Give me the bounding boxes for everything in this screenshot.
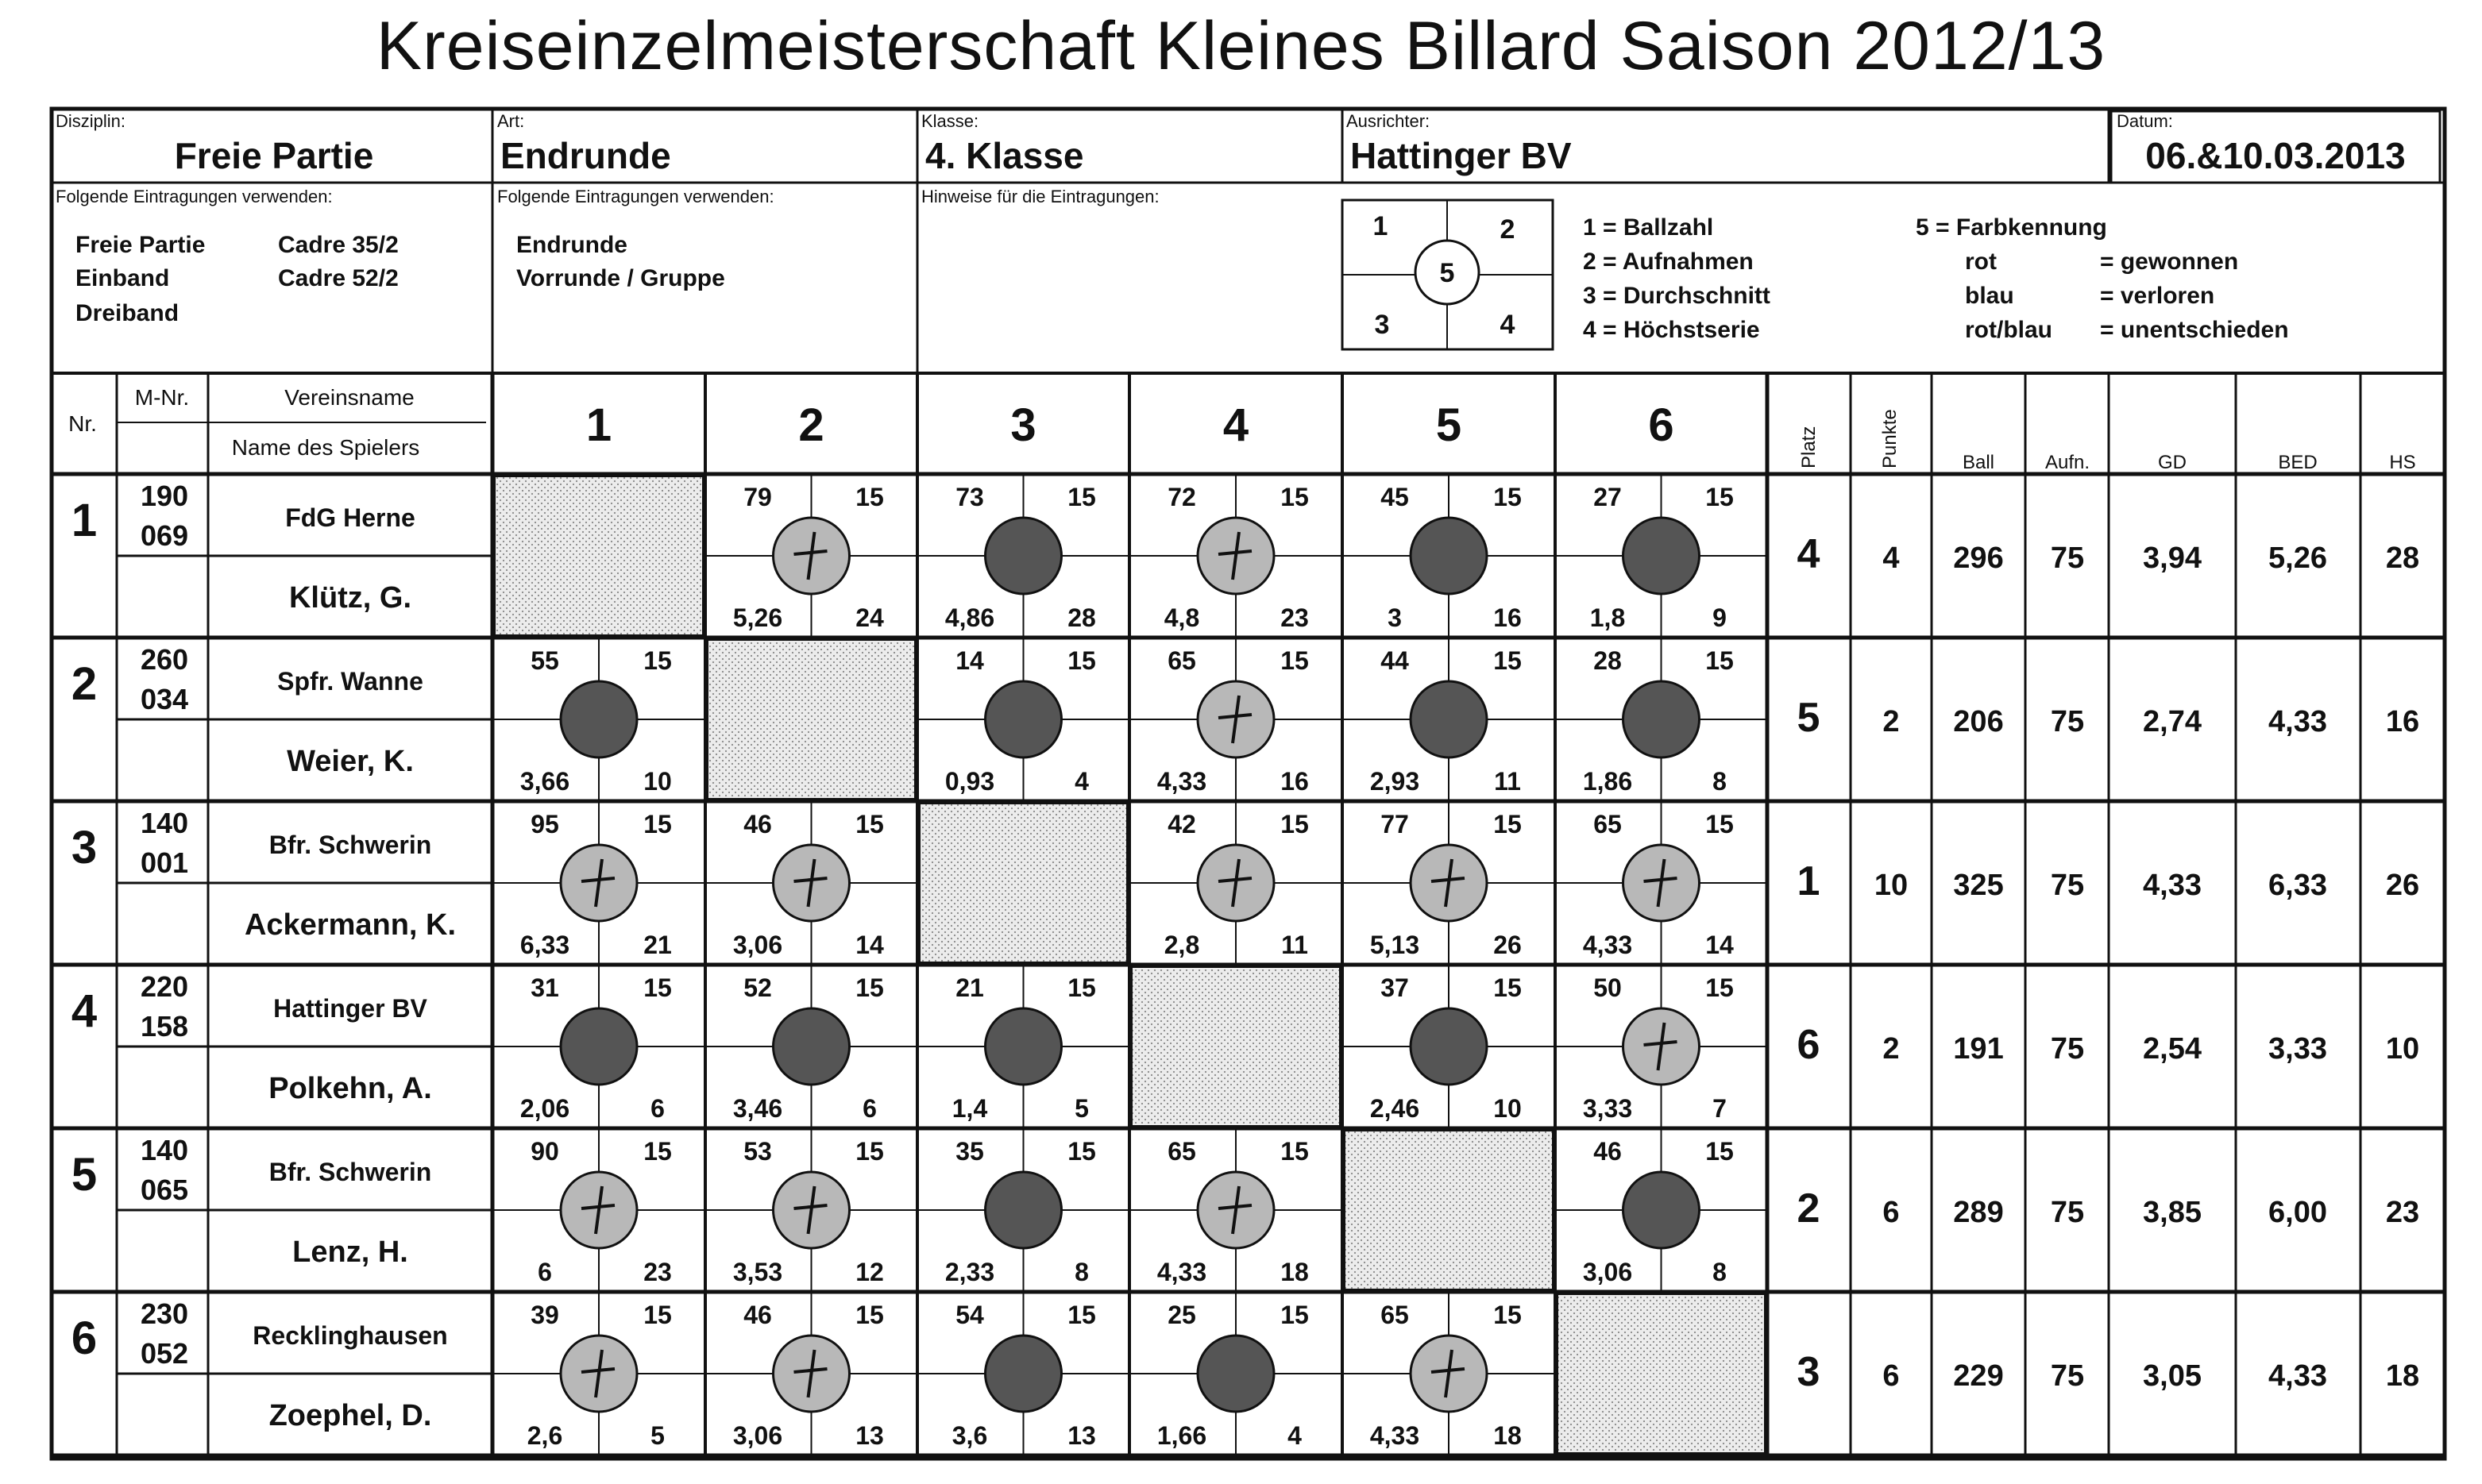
result-ball: 35 — [955, 1137, 984, 1166]
result-ball: 21 — [955, 973, 984, 1002]
result-ball: 31 — [531, 973, 559, 1002]
summary-platz: 4 — [1797, 531, 1820, 577]
legend-cell-2: 2 — [1500, 214, 1515, 245]
result-gd: 6 — [538, 1258, 552, 1286]
result-aufn: 15 — [643, 1301, 672, 1329]
result-ball: 52 — [743, 973, 772, 1002]
result-hs: 5 — [1075, 1094, 1089, 1123]
header-opponent-5: 5 — [1435, 399, 1462, 451]
player-nr: 1 — [71, 495, 98, 546]
result-gd: 1,8 — [1589, 603, 1626, 632]
blocked-cell — [1345, 1131, 1553, 1289]
color-name: rot — [1965, 249, 1997, 275]
sheet-frame — [52, 109, 2445, 1459]
summary-gd: 3,94 — [2143, 542, 2202, 575]
header-opponent-2: 2 — [798, 399, 824, 451]
summary-punkte: 4 — [1882, 542, 1900, 575]
summary-hs: 18 — [2385, 1359, 2420, 1393]
player-mnr-2: 001 — [140, 846, 189, 879]
result-gd: 2,93 — [1369, 767, 1420, 796]
result-ball: 65 — [1168, 646, 1196, 675]
result-ball: 46 — [743, 1301, 772, 1329]
result-gd: 1,86 — [1582, 767, 1633, 796]
summary-aufn: 75 — [2050, 1359, 2085, 1393]
player-mnr-1: 140 — [140, 807, 189, 839]
summary-gd: 2,54 — [2143, 1032, 2202, 1066]
color-legend-title: 5 = Farbkennung — [1916, 214, 2107, 241]
summary-hs: 28 — [2385, 542, 2420, 575]
header-nr: Nr. — [68, 411, 97, 436]
result-hs: 10 — [643, 767, 672, 796]
player-mnr-2: 034 — [140, 683, 189, 715]
player-name: Polkehn, A. — [268, 1072, 432, 1105]
option-cadre-52: Cadre 52/2 — [278, 265, 399, 291]
result-aufn: 15 — [1705, 810, 1734, 838]
result-hs: 21 — [643, 931, 672, 959]
result-aufn: 15 — [1493, 483, 1522, 511]
header-bed: BED — [2278, 452, 2318, 473]
summary-aufn: 75 — [2050, 542, 2085, 575]
result-aufn: 15 — [1067, 646, 1096, 675]
notes-hint: Hinweise für die Eintragungen: — [921, 187, 1160, 206]
option-endrunde: Endrunde — [516, 232, 627, 258]
player-mnr-1: 190 — [140, 480, 189, 512]
header-punkte: Punkte — [1879, 409, 1901, 468]
result-ball: 79 — [743, 483, 772, 511]
summary-bed: 4,33 — [2268, 1359, 2327, 1393]
result-aufn: 15 — [1493, 646, 1522, 675]
result-hs: 6 — [863, 1094, 877, 1123]
result-aufn: 15 — [855, 1137, 884, 1166]
result-ball: 45 — [1380, 483, 1409, 511]
result-aufn: 15 — [1067, 483, 1096, 511]
player-name: Weier, K. — [287, 745, 414, 778]
result-ball: 37 — [1380, 973, 1409, 1002]
result-aufn: 15 — [1280, 646, 1309, 675]
disziplin-value: Freie Partie — [174, 135, 374, 176]
header-ball: Ball — [1962, 452, 1995, 473]
result-hs: 28 — [1067, 603, 1096, 632]
summary-punkte: 2 — [1882, 705, 1900, 738]
header-hs: HS — [2389, 452, 2416, 473]
color-meaning: = unentschieden — [2100, 317, 2289, 343]
summary-gd: 4,33 — [2143, 869, 2202, 902]
result-gd: 4,86 — [944, 603, 995, 632]
header-spieler: Name des Spielers — [231, 435, 420, 460]
header-opponent-1: 1 — [585, 399, 612, 451]
result-ball: 27 — [1593, 483, 1622, 511]
art-hint: Folgende Eintragungen verwenden: — [497, 187, 774, 206]
result-ball: 55 — [531, 646, 559, 675]
result-ball: 54 — [955, 1301, 984, 1329]
summary-punkte: 6 — [1882, 1196, 1900, 1229]
result-gd: 5,26 — [732, 603, 783, 632]
color-meaning: = verloren — [2100, 283, 2215, 309]
result-ball: 44 — [1380, 646, 1409, 675]
result-gd: 3,46 — [732, 1094, 783, 1123]
result-ball: 65 — [1380, 1301, 1409, 1329]
result-aufn: 15 — [1705, 646, 1734, 675]
page-title: Kreiseinzelmeisterschaft Kleines Billard Saison 2012/13 — [376, 8, 2106, 84]
player-nr: 2 — [71, 658, 98, 710]
result-ball: 25 — [1168, 1301, 1196, 1329]
player-club: Bfr. Schwerin — [268, 1158, 432, 1186]
header-opponent-3: 3 — [1010, 399, 1036, 451]
color-name: blau — [1965, 283, 2014, 309]
result-gd: 5,13 — [1369, 931, 1420, 959]
player-nr: 4 — [71, 985, 98, 1037]
option-cadre-35: Cadre 35/2 — [278, 232, 399, 258]
player-mnr-2: 158 — [140, 1010, 189, 1043]
result-gd: 4,33 — [1582, 931, 1633, 959]
result-hs: 13 — [1067, 1421, 1096, 1450]
result-aufn: 15 — [1493, 1301, 1522, 1329]
result-gd: 3,06 — [732, 931, 783, 959]
result-ball: 14 — [955, 646, 984, 675]
klasse-value: 4. Klasse — [925, 135, 1084, 176]
result-ball: 39 — [531, 1301, 559, 1329]
result-gd: 2,06 — [519, 1094, 570, 1123]
lost-marker — [1198, 1336, 1274, 1412]
datum-label: Datum: — [2117, 111, 2173, 131]
result-hs: 8 — [1712, 1258, 1727, 1286]
summary-ball: 206 — [1953, 705, 2004, 738]
result-gd: 3,06 — [732, 1421, 783, 1450]
result-gd: 3,53 — [732, 1258, 783, 1286]
player-mnr-1: 230 — [140, 1297, 189, 1330]
summary-hs: 26 — [2385, 869, 2420, 902]
result-ball: 28 — [1593, 646, 1622, 675]
result-gd: 1,4 — [951, 1094, 988, 1123]
result-aufn: 15 — [855, 483, 884, 511]
result-aufn: 15 — [1493, 973, 1522, 1002]
player-name: Ackermann, K. — [244, 908, 457, 942]
result-aufn: 15 — [855, 810, 884, 838]
result-hs: 16 — [1280, 767, 1309, 796]
result-aufn: 15 — [1067, 973, 1096, 1002]
player-name: Klütz, G. — [288, 581, 412, 615]
player-club: Spfr. Wanne — [277, 667, 423, 696]
datum-value: 06.&10.03.2013 — [2145, 135, 2406, 176]
lost-marker — [986, 518, 1062, 594]
result-aufn: 15 — [855, 1301, 884, 1329]
header-vereinsname: Vereinsname — [284, 385, 415, 410]
lost-marker — [1623, 681, 1700, 757]
result-ball: 65 — [1168, 1137, 1196, 1166]
lost-marker — [561, 1008, 637, 1085]
art-value: Endrunde — [500, 135, 671, 176]
result-aufn: 15 — [1280, 810, 1309, 838]
player-club: Hattinger BV — [273, 994, 427, 1023]
result-ball: 53 — [743, 1137, 772, 1166]
result-hs: 4 — [1075, 767, 1089, 796]
result-gd: 6,33 — [519, 931, 570, 959]
result-ball: 72 — [1168, 483, 1196, 511]
lost-marker — [1623, 518, 1700, 594]
result-ball: 90 — [531, 1137, 559, 1166]
result-gd: 3 — [1388, 603, 1402, 632]
summary-bed: 6,00 — [2268, 1196, 2327, 1229]
summary-platz: 1 — [1797, 858, 1820, 904]
summary-gd: 3,05 — [2143, 1359, 2202, 1393]
result-hs: 14 — [1705, 931, 1734, 959]
result-gd: 2,8 — [1164, 931, 1200, 959]
summary-ball: 296 — [1953, 542, 2004, 575]
player-club: FdG Herne — [285, 503, 415, 532]
result-aufn: 15 — [643, 810, 672, 838]
result-ball: 46 — [743, 810, 772, 838]
klasse-label: Klasse: — [921, 111, 979, 131]
result-hs: 10 — [1493, 1094, 1522, 1123]
player-mnr-2: 069 — [140, 519, 189, 552]
legend-line-2: 2 = Aufnahmen — [1583, 249, 1754, 275]
result-gd: 3,66 — [519, 767, 570, 796]
summary-gd: 3,85 — [2143, 1196, 2202, 1229]
result-hs: 12 — [855, 1258, 884, 1286]
disziplin-hint: Folgende Eintragungen verwenden: — [56, 187, 333, 206]
summary-platz: 3 — [1797, 1349, 1820, 1395]
lost-marker — [1411, 681, 1487, 757]
art-label: Art: — [497, 111, 525, 131]
header-aufn: Aufn. — [2044, 452, 2090, 473]
lost-marker — [774, 1008, 850, 1085]
result-aufn: 15 — [1705, 973, 1734, 1002]
result-aufn: 15 — [1067, 1301, 1096, 1329]
result-hs: 8 — [1712, 767, 1727, 796]
result-hs: 5 — [650, 1421, 665, 1450]
blocked-cell — [708, 640, 915, 799]
option-vorrunde: Vorrunde / Gruppe — [516, 265, 725, 291]
summary-ball: 289 — [1953, 1196, 2004, 1229]
summary-ball: 325 — [1953, 869, 2004, 902]
result-ball: 95 — [531, 810, 559, 838]
lost-marker — [1411, 1008, 1487, 1085]
option-dreiband: Dreiband — [75, 300, 179, 326]
option-freie-partie: Freie Partie — [75, 232, 206, 258]
legend-cell-1: 1 — [1372, 211, 1388, 241]
result-hs: 23 — [643, 1258, 672, 1286]
result-gd: 2,46 — [1369, 1094, 1420, 1123]
summary-punkte: 6 — [1882, 1359, 1900, 1393]
result-aufn: 15 — [1067, 1137, 1096, 1166]
player-name: Lenz, H. — [292, 1235, 408, 1269]
player-nr: 6 — [71, 1312, 98, 1364]
legend-line-4: 4 = Höchstserie — [1583, 317, 1760, 343]
summary-gd: 2,74 — [2143, 705, 2202, 738]
legend-line-3: 3 = Durchschnitt — [1583, 283, 1770, 309]
summary-hs: 16 — [2385, 705, 2420, 738]
result-aufn: 15 — [1280, 483, 1309, 511]
result-gd: 3,6 — [951, 1421, 988, 1450]
result-gd: 4,33 — [1156, 1258, 1207, 1286]
legend-line-1: 1 = Ballzahl — [1583, 214, 1714, 241]
player-mnr-1: 260 — [140, 643, 189, 676]
player-mnr-2: 052 — [140, 1337, 189, 1370]
summary-aufn: 75 — [2050, 705, 2085, 738]
blocked-cell — [1558, 1294, 1765, 1453]
summary-ball: 191 — [1953, 1032, 2004, 1066]
result-hs: 23 — [1280, 603, 1309, 632]
summary-punkte: 10 — [1874, 869, 1909, 902]
player-mnr-1: 140 — [140, 1134, 189, 1166]
lost-marker — [986, 1008, 1062, 1085]
result-hs: 18 — [1280, 1258, 1309, 1286]
header-opponent-4: 4 — [1222, 399, 1249, 451]
header-mnr: M-Nr. — [134, 385, 190, 410]
summary-bed: 3,33 — [2268, 1032, 2327, 1066]
player-club: Bfr. Schwerin — [268, 831, 432, 859]
option-einband: Einband — [75, 265, 170, 291]
result-aufn: 15 — [855, 973, 884, 1002]
ausrichter-value: Hattinger BV — [1350, 135, 1572, 176]
result-ball: 65 — [1593, 810, 1622, 838]
result-ball: 46 — [1593, 1137, 1622, 1166]
summary-punkte: 2 — [1882, 1032, 1900, 1066]
result-aufn: 15 — [1493, 810, 1522, 838]
lost-marker — [986, 681, 1062, 757]
color-meaning: = gewonnen — [2100, 249, 2239, 275]
header-platz: Platz — [1798, 426, 1820, 468]
player-name: Zoephel, D. — [268, 1399, 432, 1432]
lost-marker — [561, 681, 637, 757]
result-hs: 11 — [1494, 767, 1521, 796]
header-opponent-6: 6 — [1648, 399, 1674, 451]
result-gd: 2,33 — [944, 1258, 995, 1286]
player-nr: 3 — [71, 822, 98, 873]
result-gd: 4,33 — [1156, 767, 1207, 796]
result-hs: 4 — [1287, 1421, 1302, 1450]
summary-bed: 5,26 — [2268, 542, 2327, 575]
result-ball: 73 — [955, 483, 984, 511]
result-gd: 1,66 — [1156, 1421, 1207, 1450]
color-name: rot/blau — [1965, 317, 2052, 343]
result-hs: 6 — [650, 1094, 665, 1123]
result-hs: 8 — [1075, 1258, 1089, 1286]
summary-ball: 229 — [1953, 1359, 2004, 1393]
lost-marker — [1623, 1172, 1700, 1248]
summary-bed: 6,33 — [2268, 869, 2327, 902]
result-gd: 4,8 — [1164, 603, 1200, 632]
result-hs: 14 — [855, 931, 884, 959]
summary-platz: 6 — [1797, 1022, 1820, 1068]
result-aufn: 15 — [1705, 1137, 1734, 1166]
blocked-cell — [920, 804, 1127, 962]
legend-cell-4: 4 — [1500, 310, 1515, 340]
result-gd: 3,06 — [1582, 1258, 1633, 1286]
result-hs: 26 — [1493, 931, 1522, 959]
result-hs: 7 — [1712, 1094, 1727, 1123]
summary-aufn: 75 — [2050, 1032, 2085, 1066]
summary-bed: 4,33 — [2268, 705, 2327, 738]
ausrichter-label: Ausrichter: — [1346, 111, 1430, 131]
summary-aufn: 75 — [2050, 1196, 2085, 1229]
summary-platz: 2 — [1797, 1185, 1820, 1232]
blocked-cell — [495, 476, 703, 635]
result-aufn: 15 — [643, 1137, 672, 1166]
player-mnr-1: 220 — [140, 970, 189, 1003]
header-gd: GD — [2158, 452, 2187, 473]
result-aufn: 15 — [1280, 1301, 1309, 1329]
result-hs: 16 — [1493, 603, 1522, 632]
summary-platz: 5 — [1797, 695, 1820, 741]
result-ball: 42 — [1168, 810, 1196, 838]
result-ball: 77 — [1380, 810, 1409, 838]
lost-marker — [1411, 518, 1487, 594]
summary-hs: 23 — [2385, 1196, 2420, 1229]
result-gd: 2,6 — [527, 1421, 563, 1450]
summary-hs: 10 — [2385, 1032, 2420, 1066]
lost-marker — [986, 1172, 1062, 1248]
result-gd: 0,93 — [944, 767, 995, 796]
lost-marker — [986, 1336, 1062, 1412]
legend-cell-5: 5 — [1439, 258, 1455, 288]
result-hs: 13 — [855, 1421, 884, 1450]
player-club: Recklinghausen — [253, 1321, 448, 1350]
result-ball: 50 — [1593, 973, 1622, 1002]
result-aufn: 15 — [1705, 483, 1734, 511]
legend-cell-3: 3 — [1374, 310, 1390, 340]
player-nr: 5 — [71, 1149, 98, 1201]
result-hs: 24 — [855, 603, 884, 632]
result-aufn: 15 — [643, 646, 672, 675]
result-aufn: 15 — [1280, 1137, 1309, 1166]
result-hs: 11 — [1281, 931, 1308, 959]
blocked-cell — [1132, 967, 1340, 1126]
player-mnr-2: 065 — [140, 1174, 189, 1206]
result-gd: 3,33 — [1582, 1094, 1633, 1123]
result-aufn: 15 — [643, 973, 672, 1002]
result-gd: 4,33 — [1369, 1421, 1420, 1450]
disziplin-label: Disziplin: — [56, 111, 126, 131]
result-hs: 18 — [1493, 1421, 1522, 1450]
summary-aufn: 75 — [2050, 869, 2085, 902]
result-hs: 9 — [1712, 603, 1727, 632]
